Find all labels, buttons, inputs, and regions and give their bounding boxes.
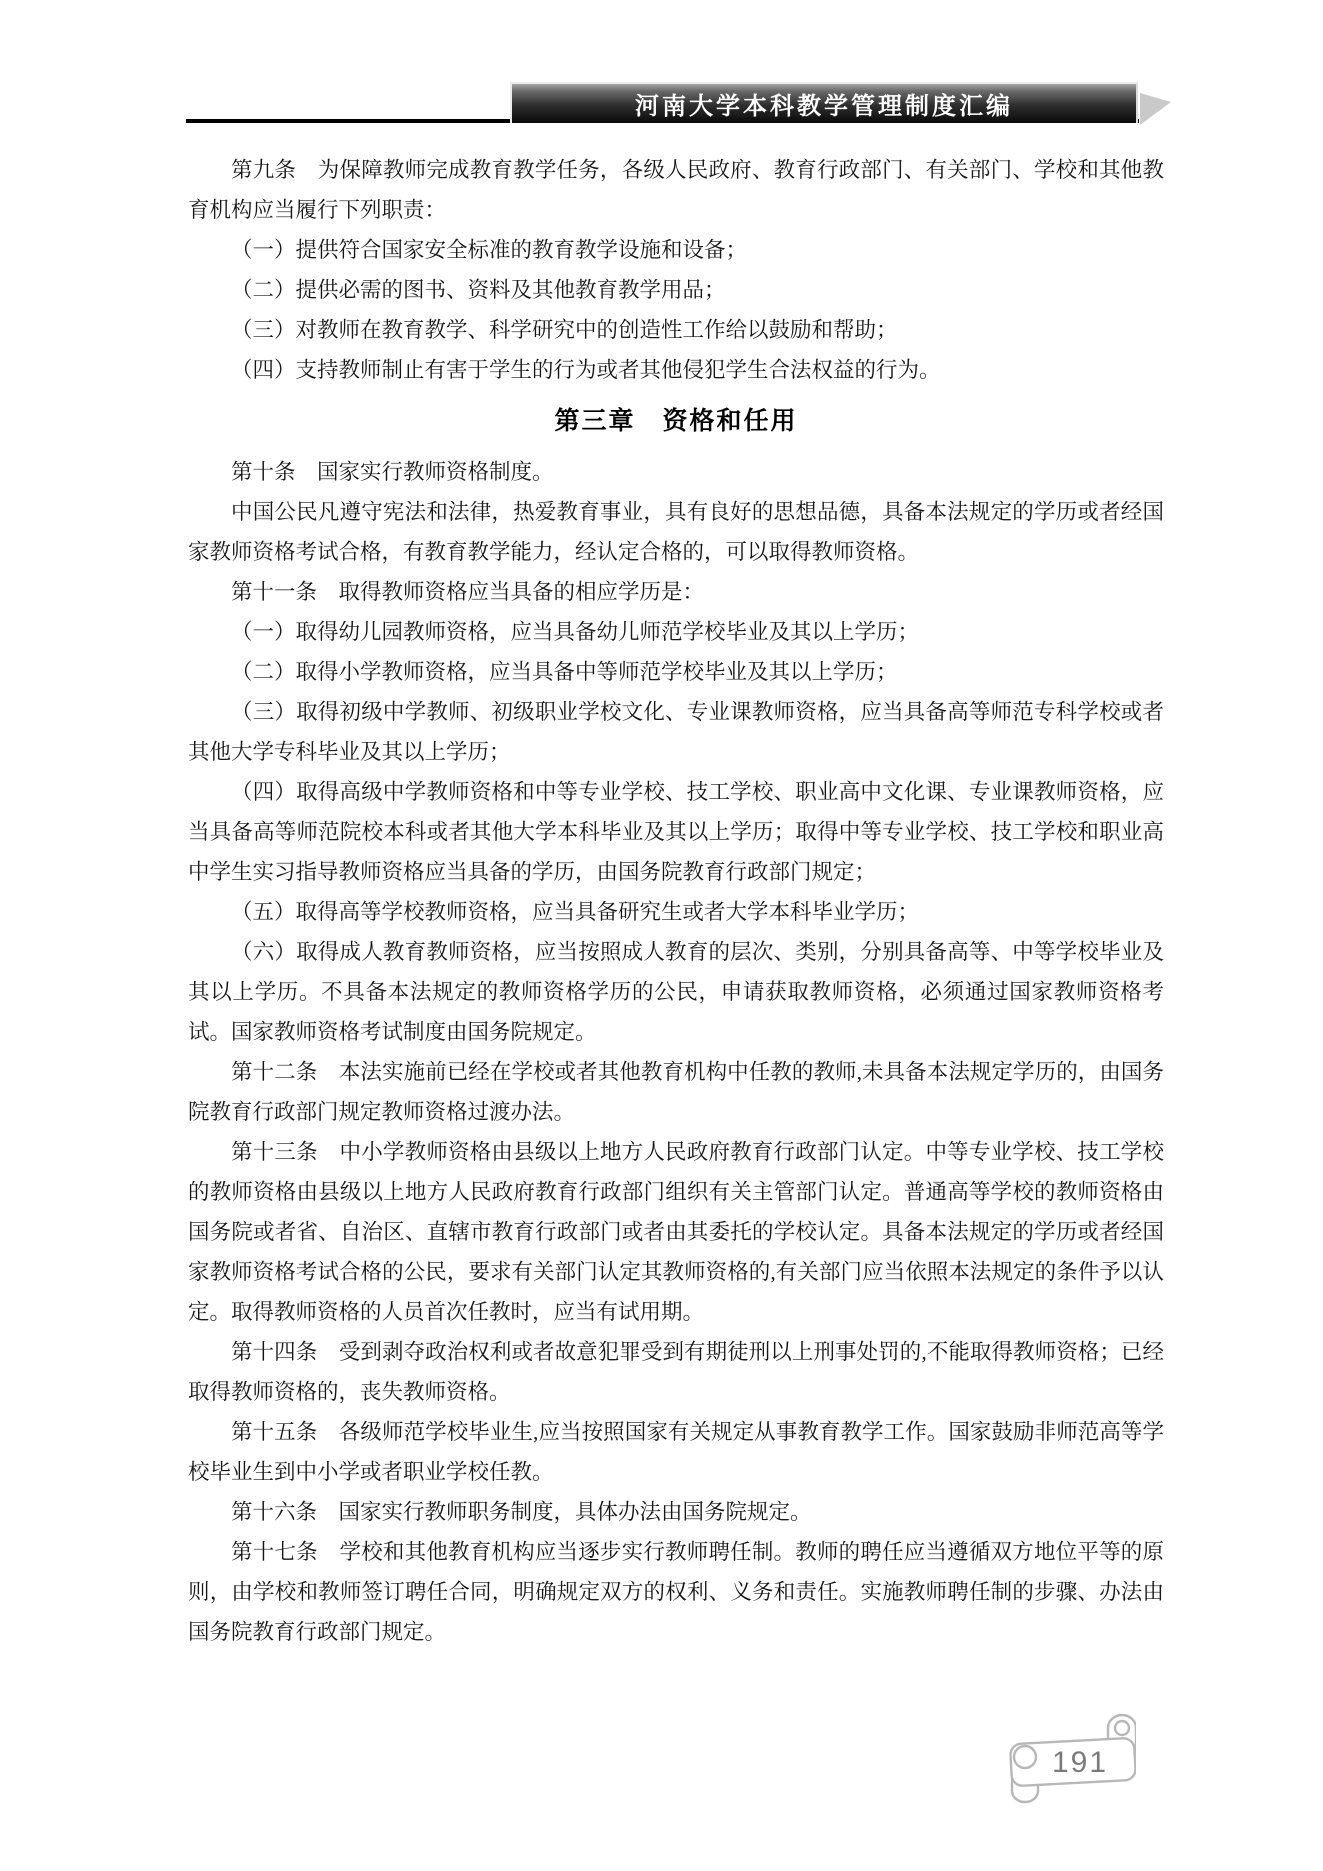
paragraph: （三）对教师在教育教学、科学研究中的创造性工作给以鼓励和帮助； xyxy=(231,318,898,342)
header-banner xyxy=(510,82,1138,123)
paragraph: 第九条 为保障教师完成教育教学任务，各级人民政府、教育行政部门、有关部门、学校和其他教育机构应当履行下列职责： xyxy=(188,158,1164,222)
paragraph: （一）提供符合国家安全标准的教育教学设施和设备； xyxy=(231,238,748,262)
paragraph: （一）取得幼儿园教师资格，应当具备幼儿师范学校毕业及其以上学历； xyxy=(231,620,920,644)
article-9-section xyxy=(188,150,1164,390)
paragraph: （四）支持教师制止有害于学生的行为或者其他侵犯学生合法权益的行为。 xyxy=(231,358,941,382)
document-body xyxy=(188,150,1164,1652)
banner-arrow-icon xyxy=(1140,93,1171,125)
page-number-scroll-icon xyxy=(1004,1712,1136,1812)
chapter-heading: 第三章 资格和任用 xyxy=(554,408,798,435)
scroll-left-curl xyxy=(1014,1746,1036,1768)
paragraph: 第十三条 中小学教师资格由县级以上地方人民政府教育行政部门认定。中等专业学校、技工学校的教师资格由县级以上地方人民政府教育行政部门组织有关主管部门认定。普通高等学校的教师资格由国务院或者省、自治区、直辖市教育行政部门或者由其委托的学校认定。具备本法规定的学历或者经国家教师资格考试合格的公民，要求有关部门认定其教师资格的,有关部门应当依照本法规定的条件予以认定。取得教师资格的人员首次任教时，应当有试用期。 xyxy=(188,1140,1164,1324)
paragraph: 第十六条 国家实行教师职务制度，具体办法由国务院规定。 xyxy=(231,1500,812,1524)
paragraph: （六）取得成人教育教师资格，应当按照成人教育的层次、类别，分别具备高等、中等学校毕业及其以上学历。不具备本法规定的教师资格学历的公民，申请获取教师资格，必须通过国家教师资格考试。国家教师资格考试制度由国务院规定。 xyxy=(188,940,1164,1044)
scroll-right-curl xyxy=(1115,1721,1129,1735)
paragraph: （四）取得高级中学教师资格和中等专业学校、技工学校、职业高中文化课、专业课教师资格，应当具备高等师范院校本科或者其他大学本科毕业及其以上学历；取得中等专业学校、技工学校和职业高中学生实习指导教师资格应当具备的学历，由国务院教育行政部门规定； xyxy=(188,780,1164,884)
paragraph: （二）提供必需的图书、资料及其他教育教学用品； xyxy=(231,278,726,302)
paragraph: （二）取得小学教师资格，应当具备中等师范学校毕业及其以上学历； xyxy=(231,660,898,684)
paragraph: （三）取得初级中学教师、初级职业学校文化、专业课教师资格，应当具备高等师范专科学校或者其他大学专科毕业及其以上学历； xyxy=(188,700,1164,764)
banner-title: 河南大学本科教学管理制度汇编 xyxy=(635,94,1013,120)
paragraph: 第十四条 受到剥夺政治权利或者故意犯罪受到有期徒刑以上刑事处罚的,不能取得教师资格；已经取得教师资格的，丧失教师资格。 xyxy=(188,1340,1164,1404)
chapter-3-section xyxy=(188,452,1164,1652)
paragraph: 第十二条 本法实施前已经在学校或者其他教育机构中任教的教师,未具备本法规定学历的，由国务院教育行政部门规定教师资格过渡办法。 xyxy=(188,1060,1164,1124)
paragraph: 第十七条 学校和其他教育机构应当逐步实行教师聘任制。教师的聘任应当遵循双方地位平等的原则，由学校和教师签订聘任合同，明确规定双方的权利、义务和责任。实施教师聘任制的步骤、办法由国务院教育行政部门规定。 xyxy=(188,1540,1164,1644)
paragraph: 中国公民凡遵守宪法和法律，热爱教育事业，具有良好的思想品德，具备本法规定的学历或者经国家教师资格考试合格，有教育教学能力，经认定合格的，可以取得教师资格。 xyxy=(188,500,1164,564)
paragraph: （五）取得高等学校教师资格，应当具备研究生或者大学本科毕业学历； xyxy=(231,900,920,924)
paragraph: 第十条 国家实行教师资格制度。 xyxy=(231,460,554,484)
paragraph: 第十五条 各级师范学校毕业生,应当按照国家有关规定从事教育教学工作。国家鼓励非师范高等学校毕业生到中小学或者职业学校任教。 xyxy=(188,1420,1164,1484)
paragraph: 第十一条 取得教师资格应当具备的相应学历是： xyxy=(231,580,705,604)
page-number: 191 xyxy=(1051,1746,1109,1779)
